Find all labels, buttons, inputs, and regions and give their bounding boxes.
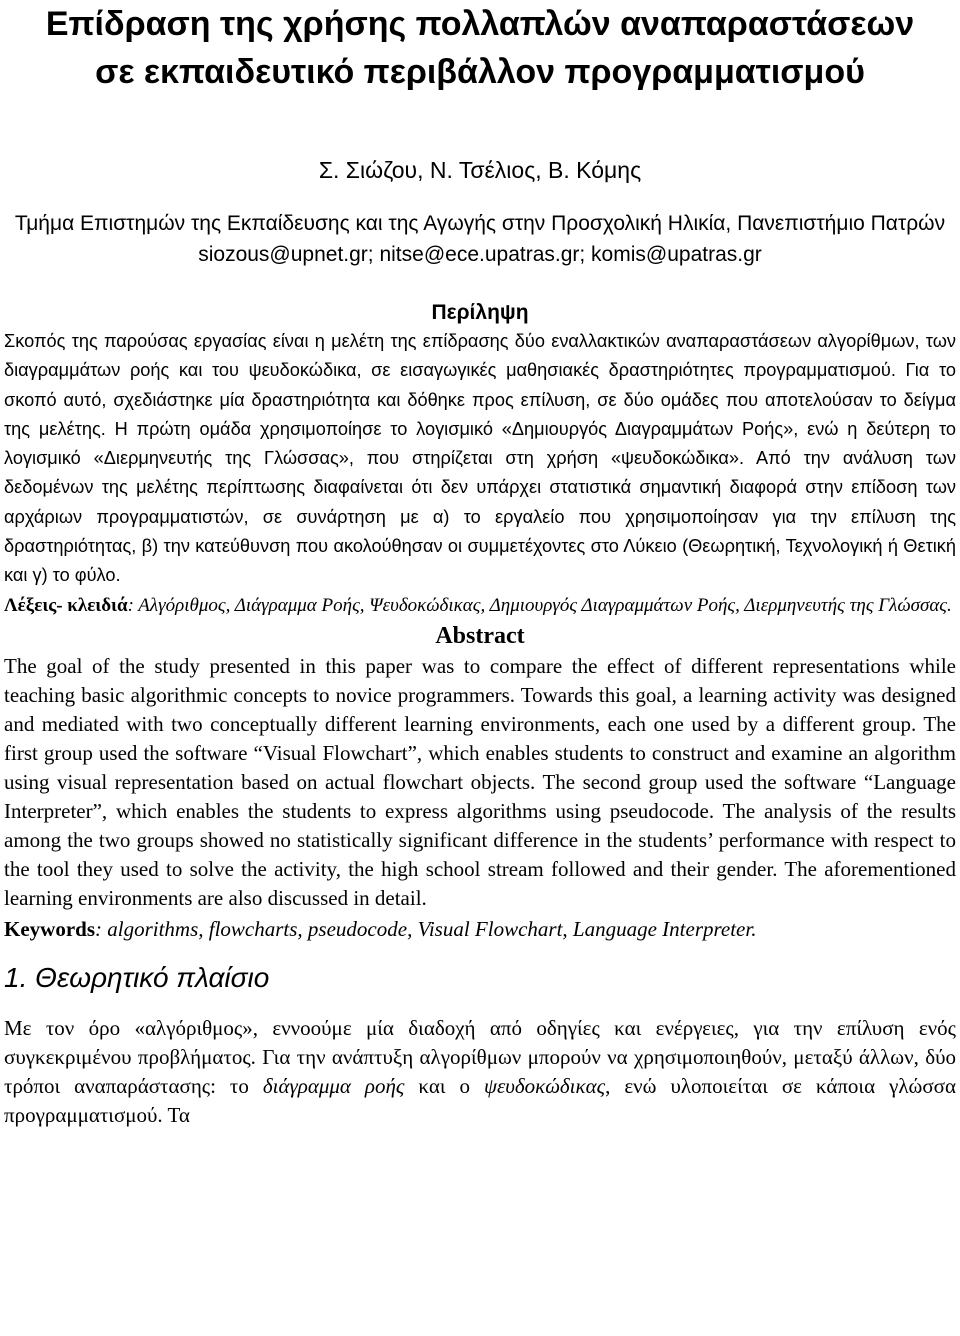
english-keywords (4, 914, 956, 944)
english-abstract-body: The goal of the study presented in this paper was to compare the effect of different representations while teaching basic algorithmic concepts to novice programmers. Towards this goal, a learning activity was designed and mediated with two conceptually different learning environments, each one used by a different group. The first group used the software “Visual Flowchart”, which enables students to construct and examine an algorithm using visual representation based on actual flowchart objects. The second group used the software “Language Interpreter”, which enables the students to express algorithms using pseudocode. The analysis of the results among the two groups showed no statistically significant difference in the students’ performance with respect to the tool they used to solve the activity, the high school stream followed and their gender. The aforementioned learning environments are also discussed in detail. (4, 653, 956, 911)
english-keywords-list: : algorithms, flowcharts, pseudocode, Visual Flowchart, Language Interpreter. (95, 916, 757, 941)
english-abstract-heading: Abstract (435, 622, 525, 649)
greek-abstract-heading: Περίληψη (431, 301, 529, 324)
english-keywords-label: Keywords (4, 916, 95, 941)
section-1-text-b: και ο (404, 1073, 484, 1098)
title-line-1: Επίδραση της χρήσης πολλαπλών αναπαραστάσεων (45, 5, 915, 43)
greek-keywords-list: : Αλγόριθμος, Διάγραμμα Ροής, Ψευδοκώδικας, Δημιουργός Διαγραμμάτων Ροής, Διερμηνευτής της Γλώσσας. (127, 594, 952, 616)
section-1-paragraph (4, 1014, 956, 1130)
authors: Σ. Σιώζου, Ν. Τσέλιος, Β. Κόμης (318, 157, 642, 183)
paper-title (4, 0, 956, 96)
greek-keywords-label: Λέξεις- κλειδιά (4, 594, 128, 616)
title-line-2: σε εκπαιδευτικό περιβάλλον προγραμματισμού (95, 53, 865, 91)
author-emails: siozous@upnet.gr; nitse@ece.upatras.gr; komis@upatras.gr (198, 243, 762, 266)
section-1-text-a: Με τον όρο «αλγόριθμος», εννοούμε μία διαδοχή από οδηγίες και ενέργειες, για την επίλυση ενός συγκεκριμένου προβλήματος. Για την ανάπτυξη αλγορίθμων μπορούν να χρησιμοποιηθούν, μεταξύ άλλων, δύο τρόποι αναπαράστασης: το (4, 1015, 956, 1098)
greek-keywords (4, 591, 956, 620)
section-1-text-c: , ενώ υλοποιείται σε κάποια γλώσσα προγραμματισμού. Τα (4, 1073, 956, 1127)
section-1-italic-a: διάγραμμα ροής (262, 1073, 405, 1098)
affiliation: Τμήμα Επιστημών της Εκπαίδευσης και της Αγωγής στην Προσχολική Ηλικία, Πανεπιστήμιο Πατρών (14, 212, 946, 235)
section-1-italic-b: ψευδοκώδικας (483, 1073, 606, 1098)
section-1-heading: 1. Θεωρητικό πλαίσιο (4, 961, 270, 993)
greek-abstract-body: Σκοπός της παρούσας εργασίας είναι η μελέτη της επίδρασης δύο εναλλακτικών αναπαραστάσεων αλγορίθμων, των διαγραμμάτων ροής και του ψευδοκώδικα, σε εισαγωγικές μαθησιακές δραστηριότητες προγραμματισμού. Για το σκοπό αυτό, σχεδιάστηκε μία δραστηριότητα και δόθηκε προς επίλυση, σε δύο ομάδες που αποτελούσαν το δείγμα της μελέτης. Η πρώτη ομάδα χρησιμοποίησε το λογισμικό «Δημιουργός Διαγραμμάτων Ροής», ενώ η δεύτερη το λογισμικό «Διερμηνευτής της Γλώσσας», που στηρίζεται στη χρήση «ψευδοκώδικα». Από την ανάλυση των δεδομένων της μελέτης περίπτωσης διαφαίνεται ότι δεν υπάρχει στατιστικά σημαντική διαφορά στην επίδοση των αρχάριων προγραμματιστών, σε συνάρτηση με α) το εργαλείο που χρησιμοποίησαν για την επίλυση της δραστηριότητας, β) την κατεύθυνση που ακολούθησαν οι συμμετέχοντες στο Λύκειο (Θεωρητική, Τεχνολογική ή Θετική και γ) το φύλο. (4, 331, 956, 586)
